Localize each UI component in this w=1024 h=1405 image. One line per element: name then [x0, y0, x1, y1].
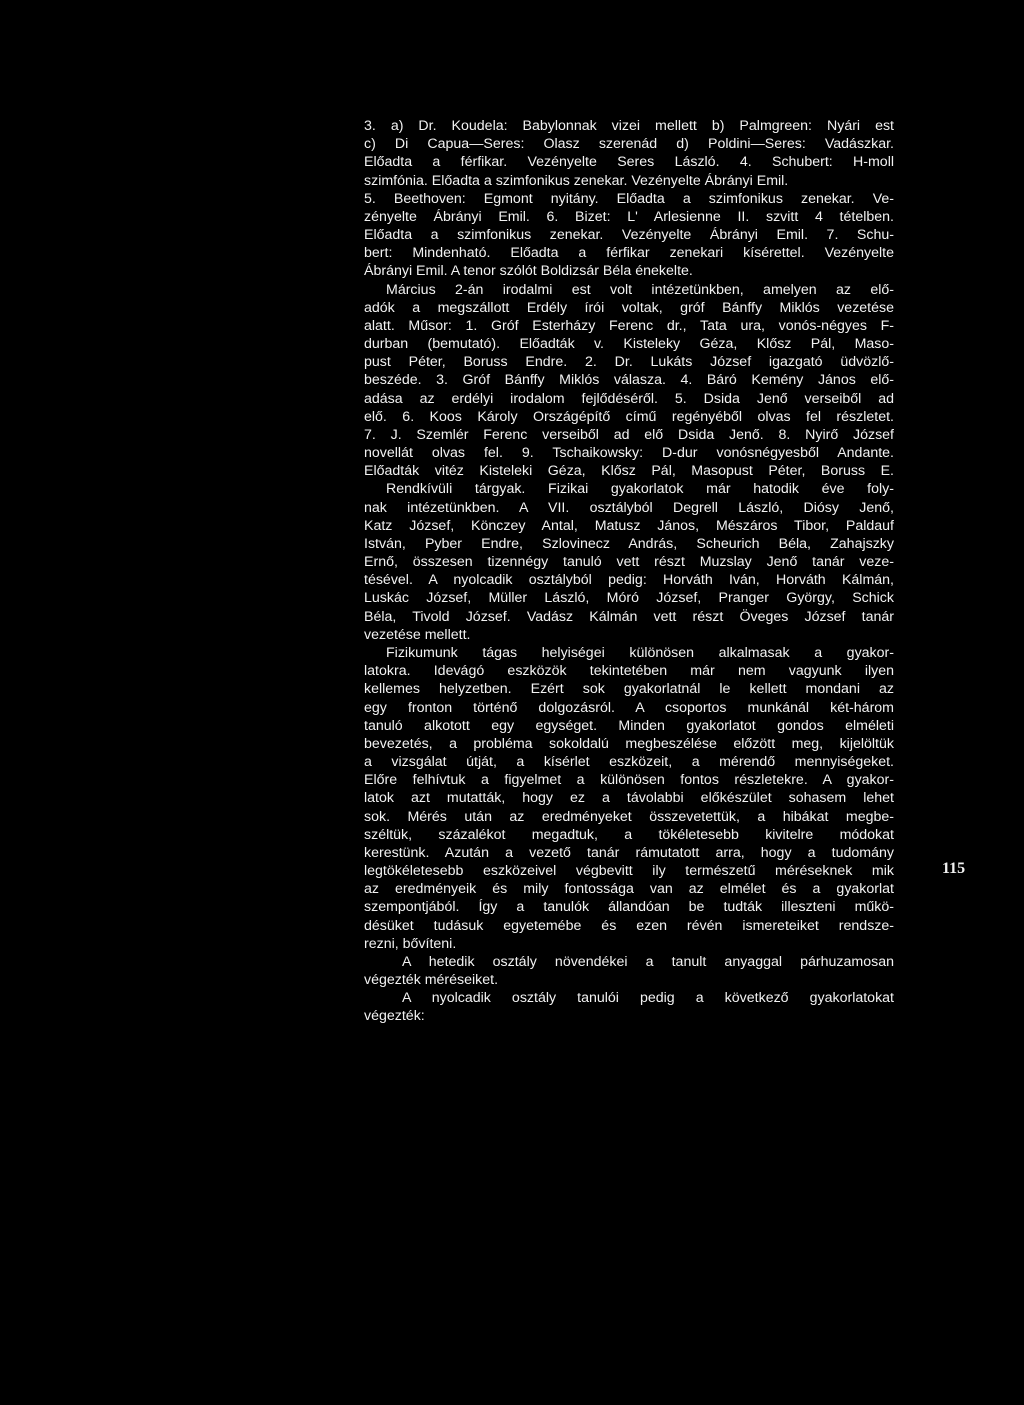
- text-line: a vizsgálat útját, a kísérlet eszközeit, a mérendő mennyiségeket.: [364, 754, 894, 771]
- text-line: kerestünk. Azután a vezető tanár rámutatott arra, hogy a tudomány: [364, 844, 894, 861]
- text-line: pust Péter, Boruss Endre. 2. Dr. Lukáts József igazgató üdvözlő-: [364, 354, 894, 371]
- text-line: tanuló alkotott egy egységet. Minden gyakorlatot gondos elméleti: [364, 717, 894, 734]
- text-line: Ernő, összesen tizennégy tanuló vett részt Muzslay Jenő tanár veze-: [364, 554, 894, 571]
- text-line: elő. 6. Koos Károly Országépítő című regényéből olvas fel részletet.: [364, 408, 894, 425]
- text-line: 5. Beethoven: Egmont nyitány. Előadta a szimfonikus zenekar. Ve-: [364, 190, 894, 207]
- text-line: désüket tudásuk egyetemébe és ezen révén ismereteiket rendsze-: [364, 917, 894, 934]
- text-line: adása az erdélyi irodalom fejlődéséről. 5. Dsida Jenő verseiből ad: [364, 390, 894, 407]
- body-text: [364, 117, 894, 1026]
- text-line: beszéde. 3. Gróf Bánffy Miklós válasza. 4. Báró Kemény János elő-: [364, 372, 894, 389]
- text-line: szempontjából. Így a tanulók állandóan be tudták illeszteni műkö-: [364, 899, 894, 916]
- text-line: legtökéletesebb eszközeivel végbevitt ily természetű méréseknek mik: [364, 863, 894, 880]
- text-line: sok. Mérés után az eredményeket összevetettük, a hibákat megbe-: [364, 808, 894, 825]
- text-line: Előadták vitéz Kisteleki Géza, Klősz Pál, Masopust Péter, Boruss E.: [364, 463, 894, 480]
- text-line: rezni, bővíteni.: [364, 935, 457, 952]
- text-line: István, Pyber Endre, Szlovinecz András, Scheurich Béla, Zahajszky: [364, 535, 894, 552]
- text-line: Március 2-án irodalmi est volt intézetünkben, amelyen az elő-: [386, 281, 894, 298]
- text-line: Előadta a férfikar. Vezényelte Seres László. 4. Schubert: H-moll: [364, 154, 894, 171]
- text-line: alatt. Műsor: 1. Gróf Esterházy Ferenc dr., Tata ura, vonós-négyes F-: [364, 317, 894, 334]
- text-line: novellát olvas fel. 9. Tschaikowsky: D-dur vonósnégyesből Andante.: [364, 445, 894, 462]
- text-line: latok azt mutatták, hogy ez a távolabbi előkészület sohasem lehet: [364, 790, 894, 807]
- text-line: Fizikumunk tágas helyiségei különösen alkalmasak a gyakor-: [386, 644, 894, 661]
- text-line: 3. a) Dr. Koudela: Babylonnak vizei mellett b) Palmgreen: Nyári est: [364, 118, 894, 134]
- text-line: egy fronton történő dolgozásról. A csoportos munkánál két-három: [364, 699, 894, 716]
- text-line: szimfónia. Előadta a szimfonikus zenekar. Vezényelte Ábrányi Emil.: [364, 172, 789, 189]
- text-line: Rendkívüli tárgyak. Fizikai gyakorlatok már hatodik éve foly-: [386, 481, 894, 498]
- text-line: végezték:: [364, 1008, 425, 1025]
- text-line: zényelte Ábrányi Emil. 6. Bizet: L' Arlesienne II. szvitt 4 tételben.: [364, 208, 894, 225]
- text-line: kellemes helyzetben. Ezért sok gyakorlatnál le kellett mondani az: [364, 681, 894, 698]
- text-line: az eredményeik és mily fontossága van az elmélet és a gyakorlat: [364, 881, 894, 898]
- text-line: nak intézetünkben. A VII. osztályból Degrell László, Diósy Jenő,: [364, 499, 894, 516]
- text-line: Béla, Tivold József. Vadász Kálmán vett részt Öveges József tanár: [364, 608, 894, 625]
- text-line: bevezetés, a probléma sokoldalú megbeszélése előzött meg, kijelöltük: [364, 735, 894, 752]
- text-line: Előre felhívtuk a figyelmet a különösen fontos részletekre. A gyakor-: [364, 772, 894, 789]
- text-line: Előadta a szimfonikus zenekar. Vezényelte Ábrányi Emil. 7. Schu-: [364, 227, 894, 244]
- text-line: A nyolcadik osztály tanulói pedig a következő gyakorlatokat: [402, 990, 894, 1007]
- text-line: adók a megszállott Erdély írói voltak, gróf Bánffy Miklós vezetése: [364, 299, 894, 316]
- text-line: tésével. A nyolcadik osztályból pedig: Horváth Iván, Horváth Kálmán,: [364, 572, 894, 589]
- page-number: 115: [942, 860, 966, 877]
- text-line: latokra. Idevágó eszközök tekintetében már nem vagyunk ilyen: [364, 663, 894, 680]
- text-line: Luskác József, Müller László, Móró József, Pranger György, Schick: [364, 590, 894, 607]
- text-line: széltük, százalékot megadtuk, a tökéletesebb kivitelre módokat: [364, 826, 894, 843]
- text-line: Katz József, Könczey Antal, Matusz János, Mészáros Tibor, Paldauf: [364, 517, 894, 534]
- text-line: vezetése mellett.: [364, 626, 471, 643]
- text-line: A hetedik osztály növendékei a tanult anyaggal párhuzamosan: [402, 953, 894, 970]
- text-line: 7. J. Szemlér Ferenc verseiből ad elő Dsida Jenő. 8. Nyirő József: [364, 426, 894, 443]
- text-line: Ábrányi Emil. A tenor szólót Boldizsár Béla énekelte.: [364, 263, 693, 280]
- text-line: durban (bemutató). Előadták v. Kisteleky Géza, Klősz Pál, Maso-: [364, 336, 894, 353]
- text-line: végezték méréseiket.: [364, 972, 499, 989]
- text-line: bert: Mindenható. Előadta a férfikar zenekari kísérettel. Vezényelte: [364, 245, 894, 262]
- text-line: c) Di Capua—Seres: Olasz szerenád d) Poldini—Seres: Vadászkar.: [364, 136, 894, 153]
